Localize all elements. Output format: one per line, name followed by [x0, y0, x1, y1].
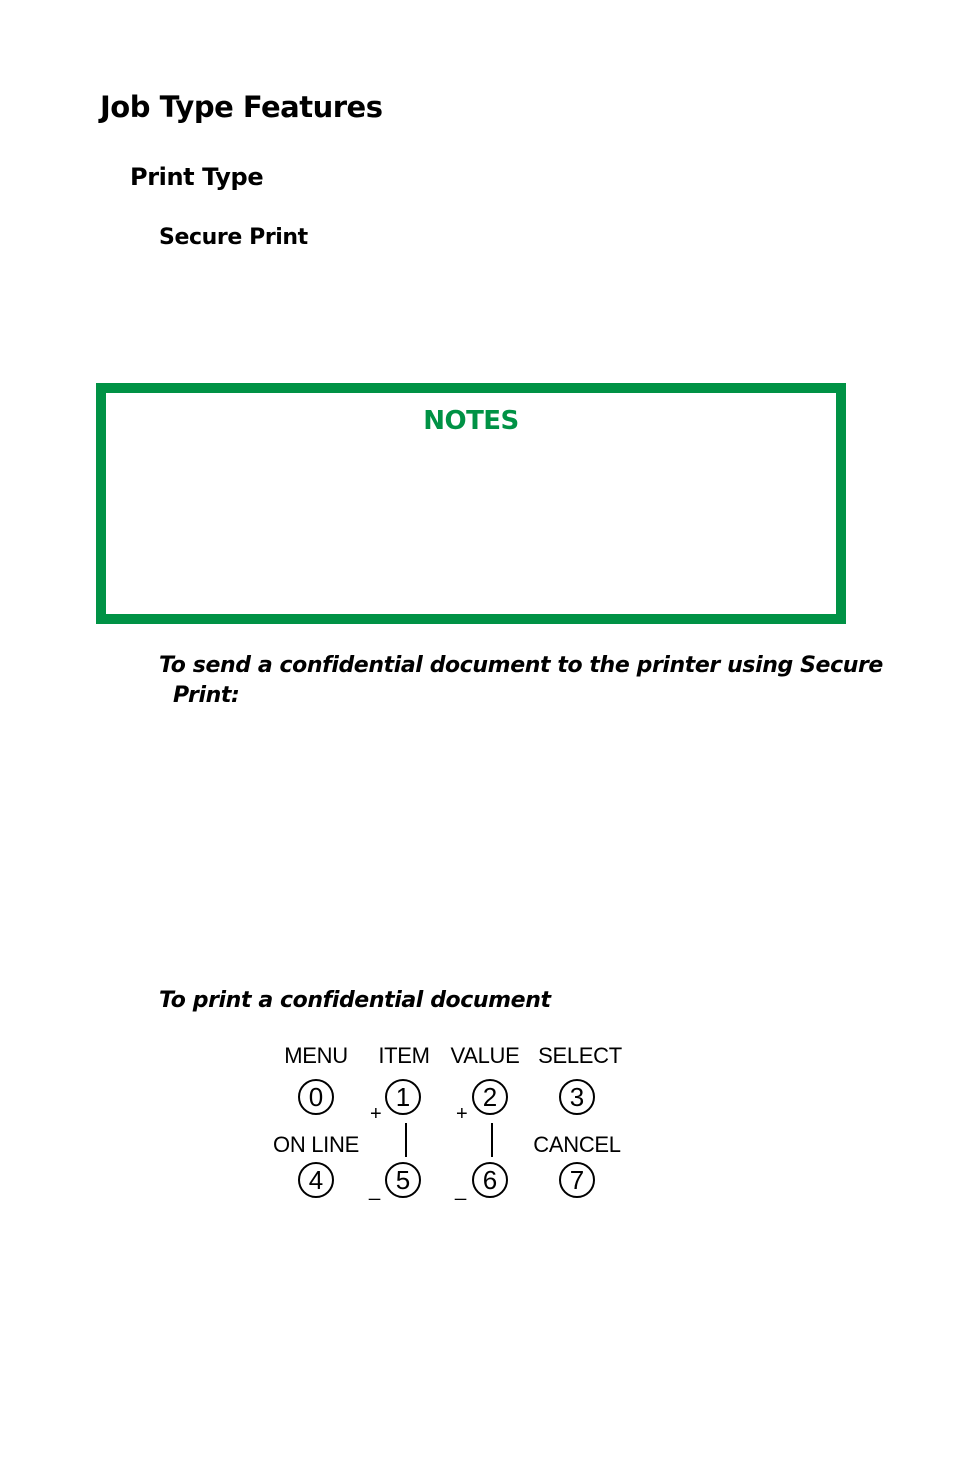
select-label: SELECT [538, 1043, 622, 1068]
page-title: Job Type Features [100, 90, 383, 124]
notes-title: NOTES [423, 406, 519, 436]
procedure-heading-print: To print a confidential document [159, 988, 551, 1013]
online-label: ON LINE [273, 1132, 359, 1157]
item-label: ITEM [378, 1043, 430, 1068]
subsection-heading-secure-print: Secure Print [159, 225, 308, 250]
key-4-online: 4 [298, 1162, 334, 1198]
item-minus-sign: _ [369, 1179, 381, 1201]
procedure-heading-send-line1: To send a confidential document to the printer using Secure [159, 653, 883, 678]
menu-label: MENU [284, 1043, 348, 1068]
item-plus-sign: + [370, 1103, 382, 1125]
value-minus-sign: _ [455, 1179, 467, 1201]
value-label: VALUE [450, 1043, 520, 1068]
key-5-item-down: 5 [385, 1162, 421, 1198]
key-6-value-down: 6 [472, 1162, 508, 1198]
key-0-menu: 0 [298, 1079, 334, 1115]
section-heading-print-type: Print Type [130, 163, 264, 191]
cancel-label: CANCEL [533, 1132, 621, 1157]
key-7-cancel: 7 [559, 1162, 595, 1198]
procedure-heading-send-line2: Print: [173, 683, 240, 708]
key-2-value-up: 2 [472, 1079, 508, 1115]
key-3-select: 3 [559, 1079, 595, 1115]
value-plus-sign: + [456, 1103, 468, 1125]
value-connector-line [491, 1123, 493, 1157]
item-connector-line [405, 1123, 407, 1157]
key-1-item-up: 1 [385, 1079, 421, 1115]
